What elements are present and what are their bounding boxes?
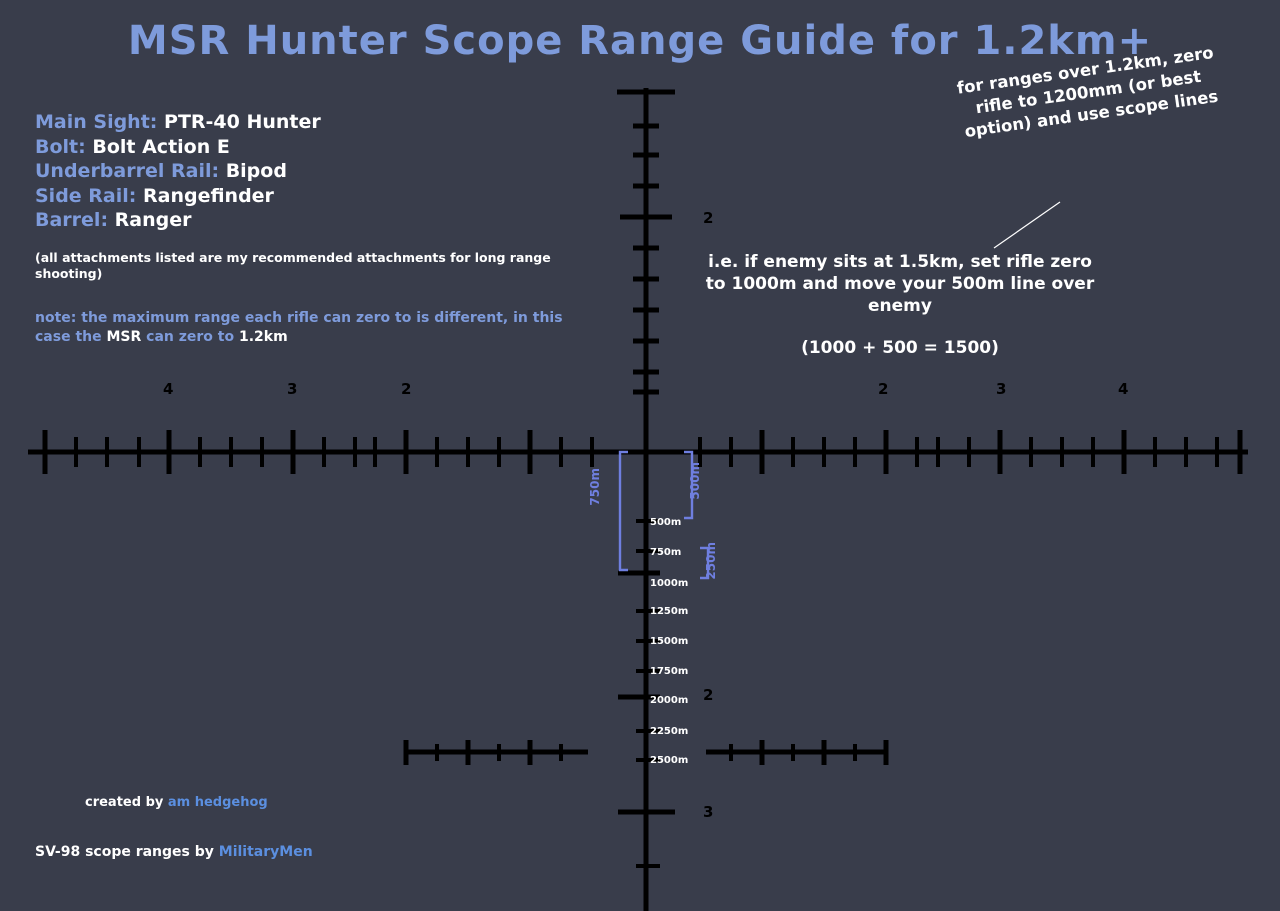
example-note: i.e. if enemy sits at 1.5km, set rifle zero to 1000m and move your 500m line over enemy <box>705 252 1095 316</box>
loadout-key: Side Rail: <box>35 184 137 207</box>
zero-note-pre: note: the maximum range each rifle can zero to is different, in this case the <box>35 310 563 345</box>
bracket-label-250m: 250m <box>704 542 718 580</box>
h-number-right-3: 3 <box>996 380 1007 398</box>
loadout-value: Bolt Action E <box>92 135 230 158</box>
h-number-right-2: 2 <box>878 380 889 398</box>
loadout-key: Main Sight: <box>35 111 158 133</box>
zero-note-range: 1.2km <box>238 329 288 345</box>
range-label-2250m: 2250m <box>650 726 689 737</box>
h-number-left-4: 4 <box>163 380 174 398</box>
v-number-lower-3: 3 <box>703 803 714 821</box>
h-number-right-4: 4 <box>1118 380 1129 398</box>
v-number-upper-2: 2 <box>703 209 714 227</box>
credit-ranges-by <box>35 844 313 860</box>
range-label-1500m: 1500m <box>650 636 689 647</box>
loadout-key: Barrel: <box>35 209 109 232</box>
loadout-value: Bipod <box>225 160 287 183</box>
range-label-1750m: 1750m <box>650 666 689 677</box>
range-label-500m: 500m <box>650 517 682 528</box>
credit-ranges-prefix: SV-98 scope ranges by <box>35 844 219 860</box>
page-title: MSR Hunter Scope Range Guide for 1.2km+ <box>127 18 1153 64</box>
bracket-label-500m: 500m <box>688 462 702 500</box>
loadout-value: Ranger <box>114 209 192 232</box>
credit-created-prefix: created by <box>85 795 168 810</box>
loadout-key: Bolt: <box>35 135 86 158</box>
credit-created-name[interactable]: am hedgehog <box>167 795 268 810</box>
credit-created-by <box>85 795 268 810</box>
loadout-value: Rangefinder <box>143 184 274 207</box>
v-number-lower-2: 2 <box>703 686 714 704</box>
h-number-left-3: 3 <box>287 380 298 398</box>
range-label-1250m: 1250m <box>650 606 689 617</box>
math-note: (1000 + 500 = 1500) <box>801 338 999 358</box>
attachments-note: (all attachments listed are my recommended attachments for long range shooting) <box>35 250 551 281</box>
range-label-2000m: 2000m <box>650 695 689 706</box>
loadout-value: PTR-40 Hunter <box>164 111 321 133</box>
bracket-label-750m: 750m <box>588 468 602 506</box>
range-label-2500m: 2500m <box>650 755 689 766</box>
zero-note-mid: can zero to <box>141 329 239 345</box>
callout-note: for ranges over 1.2km, zero rifle to 1200mm (or best option) and use scope lines <box>955 42 1220 142</box>
range-label-750m: 750m <box>650 547 682 558</box>
credit-ranges-name[interactable]: MilitaryMen <box>218 844 313 860</box>
range-label-1000m: 1000m <box>650 578 689 589</box>
loadout-key: Underbarrel Rail: <box>35 160 220 183</box>
h-number-left-2: 2 <box>401 380 412 398</box>
zero-note-rifle: MSR <box>106 329 142 345</box>
